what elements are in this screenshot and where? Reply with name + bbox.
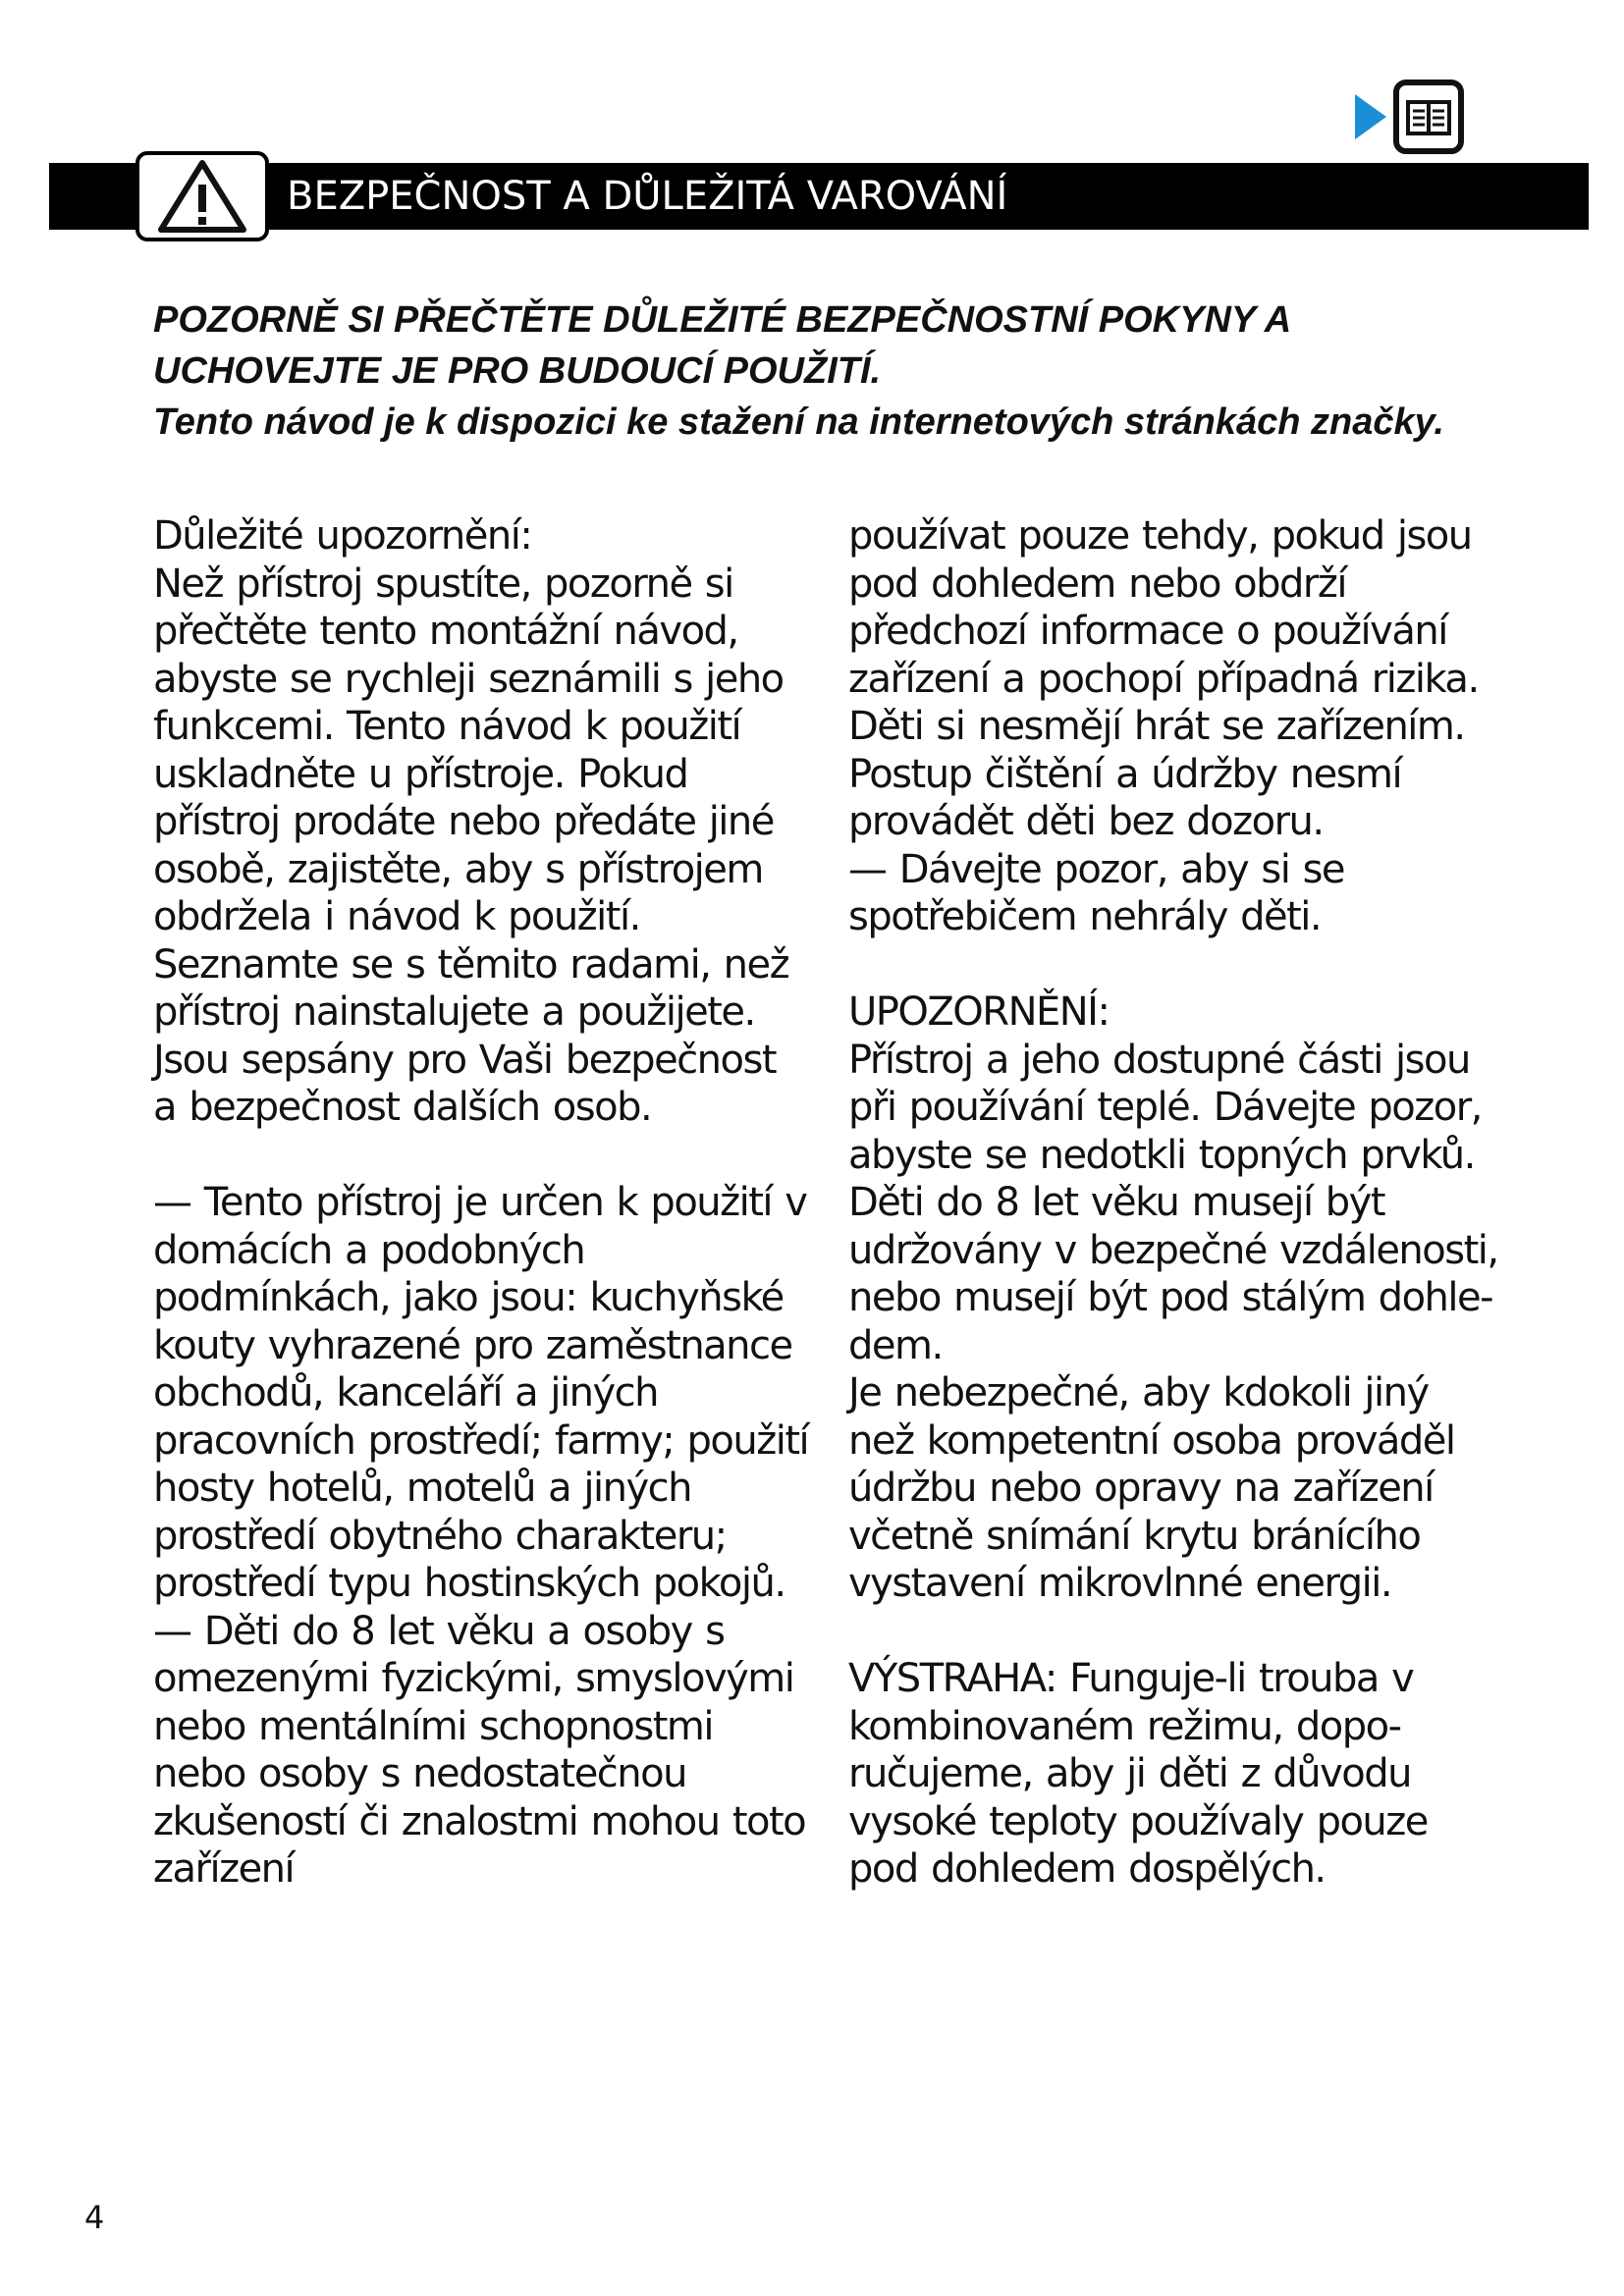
caution-label: UPOZORNĚNÍ:: [848, 989, 1110, 1035]
spacer: [153, 1132, 809, 1180]
paragraph: — Děti do 8 let věku a osoby s omezenými fyzickými, smyslovými nebo mentálními schopnostmi nebo osoby s nedostatečnou zkušeností či znalostmi mohou toto zařízení: [153, 1608, 806, 1892]
warning-badge: [135, 151, 269, 241]
spacer: [848, 1608, 1506, 1656]
paragraph: používat pouze tehdy, pokud jsou pod dohledem nebo obdrží předchozí informace o používání zařízení a pochopí případná rizika. Děti si nesmějí hrát se zařízením. Postup čištění a údržby nesmí provádět děti bez dozoru.: [848, 513, 1479, 844]
intro-heading: POZORNĚ SI PŘEČTĚTE DŮLEŽITÉ BEZPEČNOSTNÍ POKYNY A UCHOVEJTE JE PRO BUDOUCÍ POUŽITÍ.: [153, 299, 1290, 392]
section-title: BEZPEČNOST A DŮLEŽITÁ VAROVÁNÍ: [287, 174, 1008, 219]
play-arrow-icon[interactable]: [1353, 92, 1388, 141]
warning-paragraph: VÝSTRAHA: Funguje-li trouba v kombinovaném režimu, doporučujeme, aby ji děti z důvodu vysoké teploty používaly pouze pod dohledem dospělých.: [848, 1656, 1428, 1892]
paragraph: Než přístroj spustíte, pozorně si přečtěte tento montážní návod, abyste se rychleji seznámili s jeho funkcemi. Tento návod k použití uskladněte u přístroje. Pokud přístroj prodáte nebo předáte jiné osobě, zajistěte, aby s přístrojem obdržela i návod k použití.: [153, 561, 784, 939]
important-notice-label: Důležité upozornění:: [153, 513, 532, 559]
paragraph: — Dávejte pozor, aby si se spotřebičem nehrály děti.: [848, 846, 1345, 939]
book-icon[interactable]: [1392, 79, 1465, 155]
warning-triangle-icon: [155, 157, 249, 236]
paragraph: Seznamte se s těmito radami, než přístroj nainstalujete a použijete. Jsou sepsány pro Vaši bezpečnost a bezpečnost dalších osob.: [153, 941, 789, 1130]
paragraph: — Tento přístroj je určen k použití v domácích a podobných podmínkách, jako jsou: kuchyňské kouty vyhrazené pro zaměstnance obchodů, kanceláří a jiných pracovních prostředí; farmy; použití hosty hotelů, motelů a jiných prostředí obytného charakteru; prostředí typu hostinských pokojů.: [153, 1180, 809, 1606]
left-column: [153, 512, 809, 1894]
right-column: [848, 512, 1506, 1894]
paragraph: Přístroj a jeho dostupné části jsou při používání teplé. Dávejte pozor, abyste se nedotkli topných prvků. Děti do 8 let věku musejí být udržovány v bezpečné vzdálenosti, nebo musejí být pod stálým dohledem.: [848, 1037, 1498, 1368]
nav-icons: [1353, 79, 1465, 155]
page-number: 4: [84, 2199, 105, 2236]
intro-download-note: Tento návod je k dispozici ke stažení na internetových stránkách značky.: [153, 401, 1444, 443]
paragraph: Je nebezpečné, aby kdokoli jiný než kompetentní osoba prováděl údržbu nebo opravy na zařízení včetně snímání krytu bránícího vystavení mikrovlnné energii.: [848, 1370, 1455, 1606]
spacer: [848, 941, 1506, 989]
intro-notice: [153, 294, 1518, 448]
